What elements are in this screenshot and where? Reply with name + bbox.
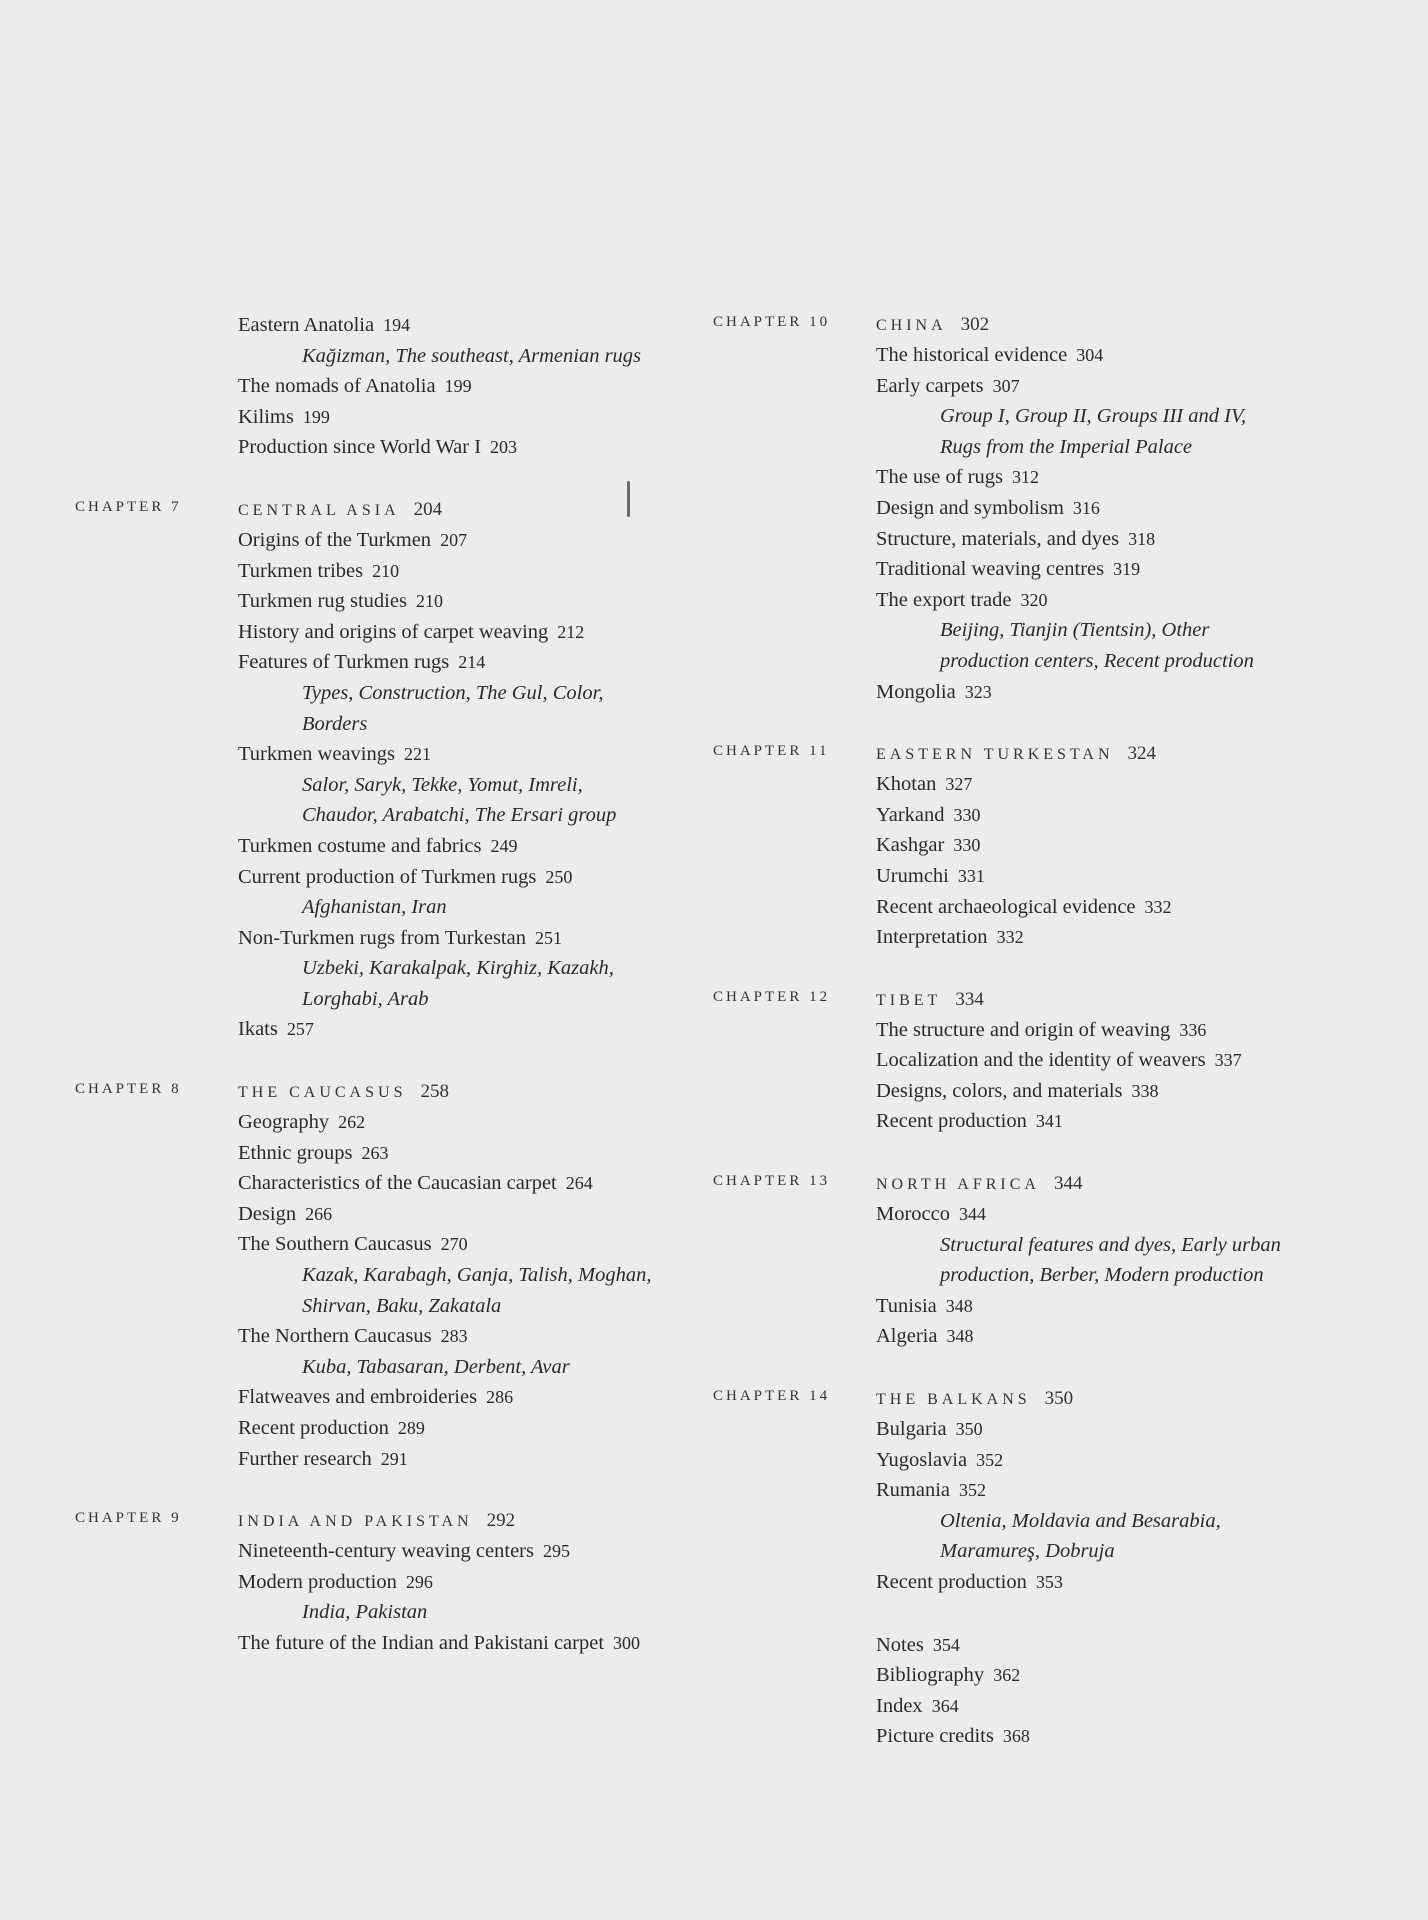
subtopic-line: Lorghabi, Arab — [302, 987, 429, 1010]
subtopic-line: India, Pakistan — [302, 1601, 428, 1624]
entry-title: Turkmen tribes — [238, 559, 364, 582]
subtopic-line: Kazak, Karabagh, Ganja, Talish, Moghan, — [302, 1264, 652, 1287]
toc-entry — [238, 1229, 695, 1260]
entry-page: 316 — [1072, 497, 1100, 518]
subtopic-line: Borders — [302, 712, 368, 735]
entry-page: 199 — [302, 406, 330, 427]
entry-page: 251 — [534, 927, 562, 948]
entry-title: Recent archaeological evidence — [876, 895, 1136, 918]
toc-entry — [876, 830, 1333, 861]
toc-chapter — [75, 1506, 695, 1658]
entry-title: Production since World War I — [238, 436, 482, 459]
chapter-label: CHAPTER 7 — [75, 498, 182, 515]
entry-page: 336 — [1179, 1019, 1207, 1040]
entry-page: 348 — [945, 1295, 973, 1316]
toc-entry — [238, 402, 695, 433]
toc-entry — [876, 493, 1333, 524]
entry-page: 350 — [955, 1419, 983, 1440]
entry-page: 344 — [959, 1204, 987, 1225]
chapter-title: THE CAUCASUS — [238, 1084, 407, 1102]
toc-entry — [876, 1475, 1333, 1506]
toc-entry — [876, 1199, 1333, 1230]
entry-title: The use of rugs — [876, 466, 1003, 489]
entry-title: Features of Turkmen rugs — [238, 651, 450, 674]
entry-title: Modern production — [238, 1570, 397, 1593]
chapter-label: CHAPTER 12 — [713, 988, 831, 1005]
toc-entry — [876, 371, 1333, 402]
chapter-body — [876, 1630, 1333, 1752]
entry-subtopics — [302, 341, 695, 372]
chapter-title: TIBET — [876, 991, 942, 1009]
entry-page: 341 — [1035, 1111, 1063, 1132]
chapter-body — [238, 1077, 695, 1474]
subtopic-line: production centers, Recent production — [940, 649, 1254, 672]
entry-page: 257 — [286, 1019, 314, 1040]
subtopic-line: Shirvan, Baku, Zakatala — [302, 1294, 502, 1317]
toc-chapter — [713, 310, 1333, 707]
subtopic-line: Rugs from the Imperial Palace — [940, 435, 1193, 458]
entry-page: 330 — [953, 835, 981, 856]
entry-page: 296 — [405, 1571, 433, 1592]
entry-title: Flatweaves and embroideries — [238, 1386, 478, 1409]
entry-title: Turkmen costume and fabrics — [238, 834, 482, 857]
entry-title: Khotan — [876, 773, 937, 796]
toc-entry — [238, 647, 695, 678]
entry-title: Bulgaria — [876, 1418, 947, 1441]
chapter-title-line — [876, 1384, 1333, 1414]
toc-entry — [876, 769, 1333, 800]
entry-page: 289 — [397, 1418, 425, 1438]
chapter-title-line — [876, 310, 1333, 340]
chapter-label: CHAPTER 9 — [75, 1510, 182, 1527]
toc-entry — [238, 1567, 695, 1598]
entry-subtopics — [302, 892, 695, 923]
entry-page: 207 — [440, 529, 468, 550]
toc-entry — [876, 340, 1333, 371]
entry-title: The export trade — [876, 588, 1012, 611]
toc-entry — [238, 1413, 695, 1444]
entry-page: 210 — [415, 591, 443, 612]
pencil-mark — [627, 481, 630, 517]
entry-page: 338 — [1131, 1080, 1159, 1101]
toc-chapter — [75, 1077, 695, 1474]
toc-entry — [876, 1691, 1333, 1722]
entry-subtopics — [302, 1260, 695, 1321]
chapter-title-page: 344 — [1053, 1173, 1083, 1195]
entry-title: Index — [876, 1694, 923, 1717]
entry-title: Design and symbolism — [876, 496, 1064, 519]
entry-page: 327 — [945, 774, 973, 795]
subtopic-line: Beijing, Tianjin (Tientsin), Other — [940, 619, 1210, 642]
entry-page: 353 — [1035, 1572, 1063, 1592]
toc-chapter — [75, 310, 695, 463]
toc-right-column — [713, 310, 1333, 1784]
chapter-title: EASTERN TURKESTAN — [876, 746, 1114, 764]
entry-page: 319 — [1113, 559, 1141, 580]
toc-entry — [876, 554, 1333, 585]
entry-page: 214 — [458, 652, 486, 673]
entry-subtopics — [940, 615, 1333, 676]
chapter-title: NORTH AFRICA — [876, 1176, 1040, 1194]
chapter-title-page: 302 — [960, 314, 990, 335]
entry-subtopics — [302, 953, 695, 1014]
entry-title: Rumania — [876, 1479, 951, 1502]
toc-entry — [876, 1291, 1333, 1322]
chapter-body — [876, 310, 1333, 707]
entry-title: Early carpets — [876, 374, 984, 397]
toc-entry — [238, 1199, 695, 1230]
subtopic-line: Types, Construction, The Gul, Color, — [302, 681, 604, 704]
entry-page: 331 — [957, 865, 985, 886]
toc-chapter — [713, 1384, 1333, 1598]
chapter-body — [876, 739, 1333, 953]
toc-entry — [876, 1630, 1333, 1661]
entry-title: Ethnic groups — [238, 1141, 353, 1164]
entry-page: 264 — [565, 1173, 593, 1194]
toc-entry — [876, 1321, 1333, 1352]
entry-page: 194 — [383, 315, 411, 335]
entry-title: Turkmen rug studies — [238, 590, 407, 613]
entry-subtopics — [302, 1597, 695, 1628]
entry-title: Geography — [238, 1111, 330, 1134]
entry-title: History and origins of carpet weaving — [238, 620, 549, 643]
toc-entry — [876, 1567, 1333, 1598]
chapter-title-page: 292 — [486, 1510, 516, 1532]
entry-title: Structure, materials, and dyes — [876, 527, 1120, 550]
entry-title: Kilims — [238, 405, 294, 428]
entry-page: 286 — [486, 1387, 514, 1408]
entry-page: 300 — [613, 1632, 641, 1653]
chapter-title-line — [238, 1506, 695, 1536]
entry-subtopics — [302, 1352, 695, 1383]
entry-title: Nineteenth-century weaving centers — [238, 1540, 534, 1563]
entry-title: Ikats — [238, 1018, 278, 1041]
chapter-body — [876, 1384, 1333, 1598]
entry-subtopics — [940, 401, 1333, 462]
entry-title: Kashgar — [876, 834, 945, 857]
entry-page: 352 — [959, 1480, 987, 1501]
toc-entry — [876, 1660, 1333, 1691]
subtopic-line: Afghanistan, Iran — [302, 896, 447, 919]
toc-entry — [876, 892, 1333, 923]
toc-entry — [876, 1414, 1333, 1445]
toc-entry — [876, 922, 1333, 953]
toc-entry — [238, 1107, 695, 1138]
entry-title: Yarkand — [876, 803, 945, 826]
chapter-label: CHAPTER 13 — [713, 1173, 831, 1190]
entry-page: 332 — [1144, 896, 1172, 917]
toc-entry — [238, 1536, 695, 1567]
entry-page: 203 — [490, 437, 518, 458]
toc-entry — [238, 1382, 695, 1413]
toc-entry — [876, 1076, 1333, 1107]
chapter-label: CHAPTER 14 — [713, 1388, 831, 1405]
entry-title: Recent production — [238, 1417, 389, 1439]
toc-entry — [876, 524, 1333, 555]
toc-entry — [238, 432, 695, 463]
toc-entry — [876, 1106, 1333, 1137]
entry-title: Picture credits — [876, 1725, 994, 1748]
toc-entry — [238, 310, 695, 341]
toc-entry — [876, 1721, 1333, 1752]
entry-title: The nomads of Anatolia — [238, 375, 436, 398]
chapter-title-page: 350 — [1044, 1388, 1074, 1410]
entry-title: Tunisia — [876, 1294, 937, 1317]
entry-page: 263 — [361, 1142, 389, 1163]
entry-title: Further research — [238, 1447, 372, 1470]
toc-entry — [876, 1045, 1333, 1076]
toc-entry — [238, 739, 695, 770]
toc-chapter — [713, 985, 1333, 1137]
entry-title: The Northern Caucasus — [238, 1325, 432, 1348]
entry-title: The Southern Caucasus — [238, 1233, 432, 1256]
entry-page: 249 — [490, 835, 518, 856]
entry-page: 332 — [996, 927, 1024, 948]
subtopic-line: Structural features and dyes, Early urban — [940, 1233, 1281, 1256]
entry-page: 291 — [380, 1448, 408, 1469]
entry-page: 337 — [1214, 1050, 1242, 1071]
chapter-title-line — [876, 739, 1333, 769]
entry-page: 307 — [992, 375, 1020, 396]
entry-title: Urumchi — [876, 864, 949, 887]
chapter-title-page: 334 — [955, 988, 984, 1010]
entry-page: 262 — [338, 1112, 366, 1133]
chapter-title-line — [876, 985, 1333, 1015]
chapter-title-page: 324 — [1127, 743, 1157, 765]
entry-title: Recent production — [876, 1110, 1027, 1133]
entry-page: 330 — [953, 804, 981, 825]
entry-title: Characteristics of the Caucasian carpet — [238, 1172, 557, 1195]
toc-entry — [238, 1628, 695, 1659]
entry-title: Current production of Turkmen rugs — [238, 865, 537, 888]
entry-page: 320 — [1020, 589, 1048, 610]
entry-title: The future of the Indian and Pakistani carpet — [238, 1631, 605, 1654]
toc-entry — [238, 1168, 695, 1199]
toc-entry — [238, 1138, 695, 1169]
toc-entry — [238, 862, 695, 893]
subtopic-line: Kuba, Tabasaran, Derbent, Avar — [302, 1355, 570, 1378]
subtopic-line: Chaudor, Arabatchi, The Ersari group — [302, 804, 617, 827]
toc-entry — [238, 617, 695, 648]
chapter-title: INDIA AND PAKISTAN — [238, 1513, 473, 1531]
chapter-body — [238, 495, 695, 1045]
chapter-label: CHAPTER 10 — [713, 314, 831, 330]
entry-page: 364 — [931, 1695, 959, 1716]
toc-entry — [238, 525, 695, 556]
entry-page: 250 — [545, 866, 573, 887]
entry-title: Eastern Anatolia — [238, 314, 375, 336]
entry-subtopics — [940, 1506, 1333, 1567]
chapter-label: CHAPTER 8 — [75, 1081, 182, 1098]
subtopic-line: production, Berber, Modern production — [940, 1264, 1264, 1287]
entry-page: 368 — [1002, 1726, 1030, 1747]
entry-subtopics — [302, 678, 695, 739]
entry-title: Algeria — [876, 1325, 938, 1348]
toc-chapter — [713, 1169, 1333, 1352]
toc-entry — [876, 861, 1333, 892]
toc-entry — [238, 831, 695, 862]
chapter-title: CENTRAL ASIA — [238, 501, 400, 519]
toc-entry — [876, 585, 1333, 616]
chapter-title-page: 258 — [420, 1081, 449, 1103]
toc-entry — [238, 371, 695, 402]
toc-chapter — [713, 739, 1333, 953]
entry-title: Yugoslavia — [876, 1448, 968, 1471]
entry-title: Morocco — [876, 1203, 951, 1226]
entry-page: 312 — [1011, 467, 1039, 488]
toc-entry — [876, 677, 1333, 708]
chapter-title-line — [876, 1169, 1333, 1199]
toc-entry — [238, 1444, 695, 1475]
chapter-body — [238, 1506, 695, 1658]
entry-title: Origins of the Turkmen — [238, 528, 432, 551]
subtopic-line: Group I, Group II, Groups III and IV, — [940, 405, 1246, 428]
subtopic-line: Maramureş, Dobruja — [940, 1540, 1115, 1563]
subtopic-line: Kağizman, The southeast, Armenian rugs — [302, 344, 642, 367]
entry-title: Design — [238, 1202, 297, 1225]
subtopic-line: Oltenia, Moldavia and Besarabia, — [940, 1509, 1221, 1532]
chapter-body — [238, 310, 695, 463]
entry-page: 304 — [1076, 345, 1104, 365]
toc-entry — [238, 1014, 695, 1045]
toc-entry — [876, 1015, 1333, 1046]
chapter-label: CHAPTER 11 — [713, 743, 830, 760]
entry-title: Mongolia — [876, 680, 956, 703]
chapter-title-line — [238, 1077, 695, 1107]
entry-title: Notes — [876, 1633, 924, 1656]
entry-title: Interpretation — [876, 926, 988, 949]
entry-page: 221 — [403, 744, 431, 765]
entry-title: Traditional weaving centres — [876, 558, 1105, 581]
chapter-title: CHINA — [876, 317, 947, 334]
toc-entry — [876, 1445, 1333, 1476]
toc-entry — [238, 556, 695, 587]
chapter-title-page: 204 — [413, 498, 443, 520]
entry-page: 352 — [976, 1449, 1004, 1470]
entry-page: 362 — [993, 1665, 1021, 1686]
entry-title: Non-Turkmen rugs from Turkestan — [238, 926, 526, 949]
entry-page: 212 — [557, 621, 585, 642]
toc-entry — [238, 1321, 695, 1352]
entry-title: The structure and origin of weaving — [876, 1018, 1171, 1041]
entry-title: Bibliography — [876, 1664, 985, 1687]
entry-title: Recent production — [876, 1571, 1027, 1593]
entry-title: Localization and the identity of weavers — [876, 1049, 1206, 1072]
entry-page: 295 — [542, 1541, 570, 1562]
entry-title: The historical evidence — [876, 344, 1068, 366]
toc-left-column — [75, 310, 695, 1691]
entry-subtopics — [302, 770, 695, 831]
entry-page: 199 — [444, 376, 472, 397]
entry-page: 318 — [1128, 528, 1156, 549]
entry-title: Designs, colors, and materials — [876, 1079, 1123, 1102]
toc-entry — [238, 923, 695, 954]
entry-subtopics — [940, 1230, 1333, 1291]
toc-chapter — [713, 1630, 1333, 1752]
chapter-title: THE BALKANS — [876, 1391, 1031, 1409]
entry-page: 210 — [372, 560, 400, 581]
entry-page: 283 — [440, 1326, 468, 1347]
entry-page: 323 — [964, 681, 992, 702]
toc-entry — [876, 800, 1333, 831]
toc-entry — [876, 462, 1333, 493]
entry-page: 354 — [932, 1634, 960, 1655]
entry-page: 270 — [440, 1234, 468, 1255]
chapter-body — [876, 1169, 1333, 1352]
entry-page: 348 — [946, 1326, 974, 1347]
toc-chapter — [75, 495, 695, 1045]
entry-title: Turkmen weavings — [238, 743, 395, 766]
toc-entry — [238, 586, 695, 617]
subtopic-line: Uzbeki, Karakalpak, Kirghiz, Kazakh, — [302, 957, 614, 980]
subtopic-line: Salor, Saryk, Tekke, Yomut, Imreli, — [302, 773, 583, 796]
entry-page: 266 — [305, 1203, 333, 1224]
chapter-body — [876, 985, 1333, 1137]
